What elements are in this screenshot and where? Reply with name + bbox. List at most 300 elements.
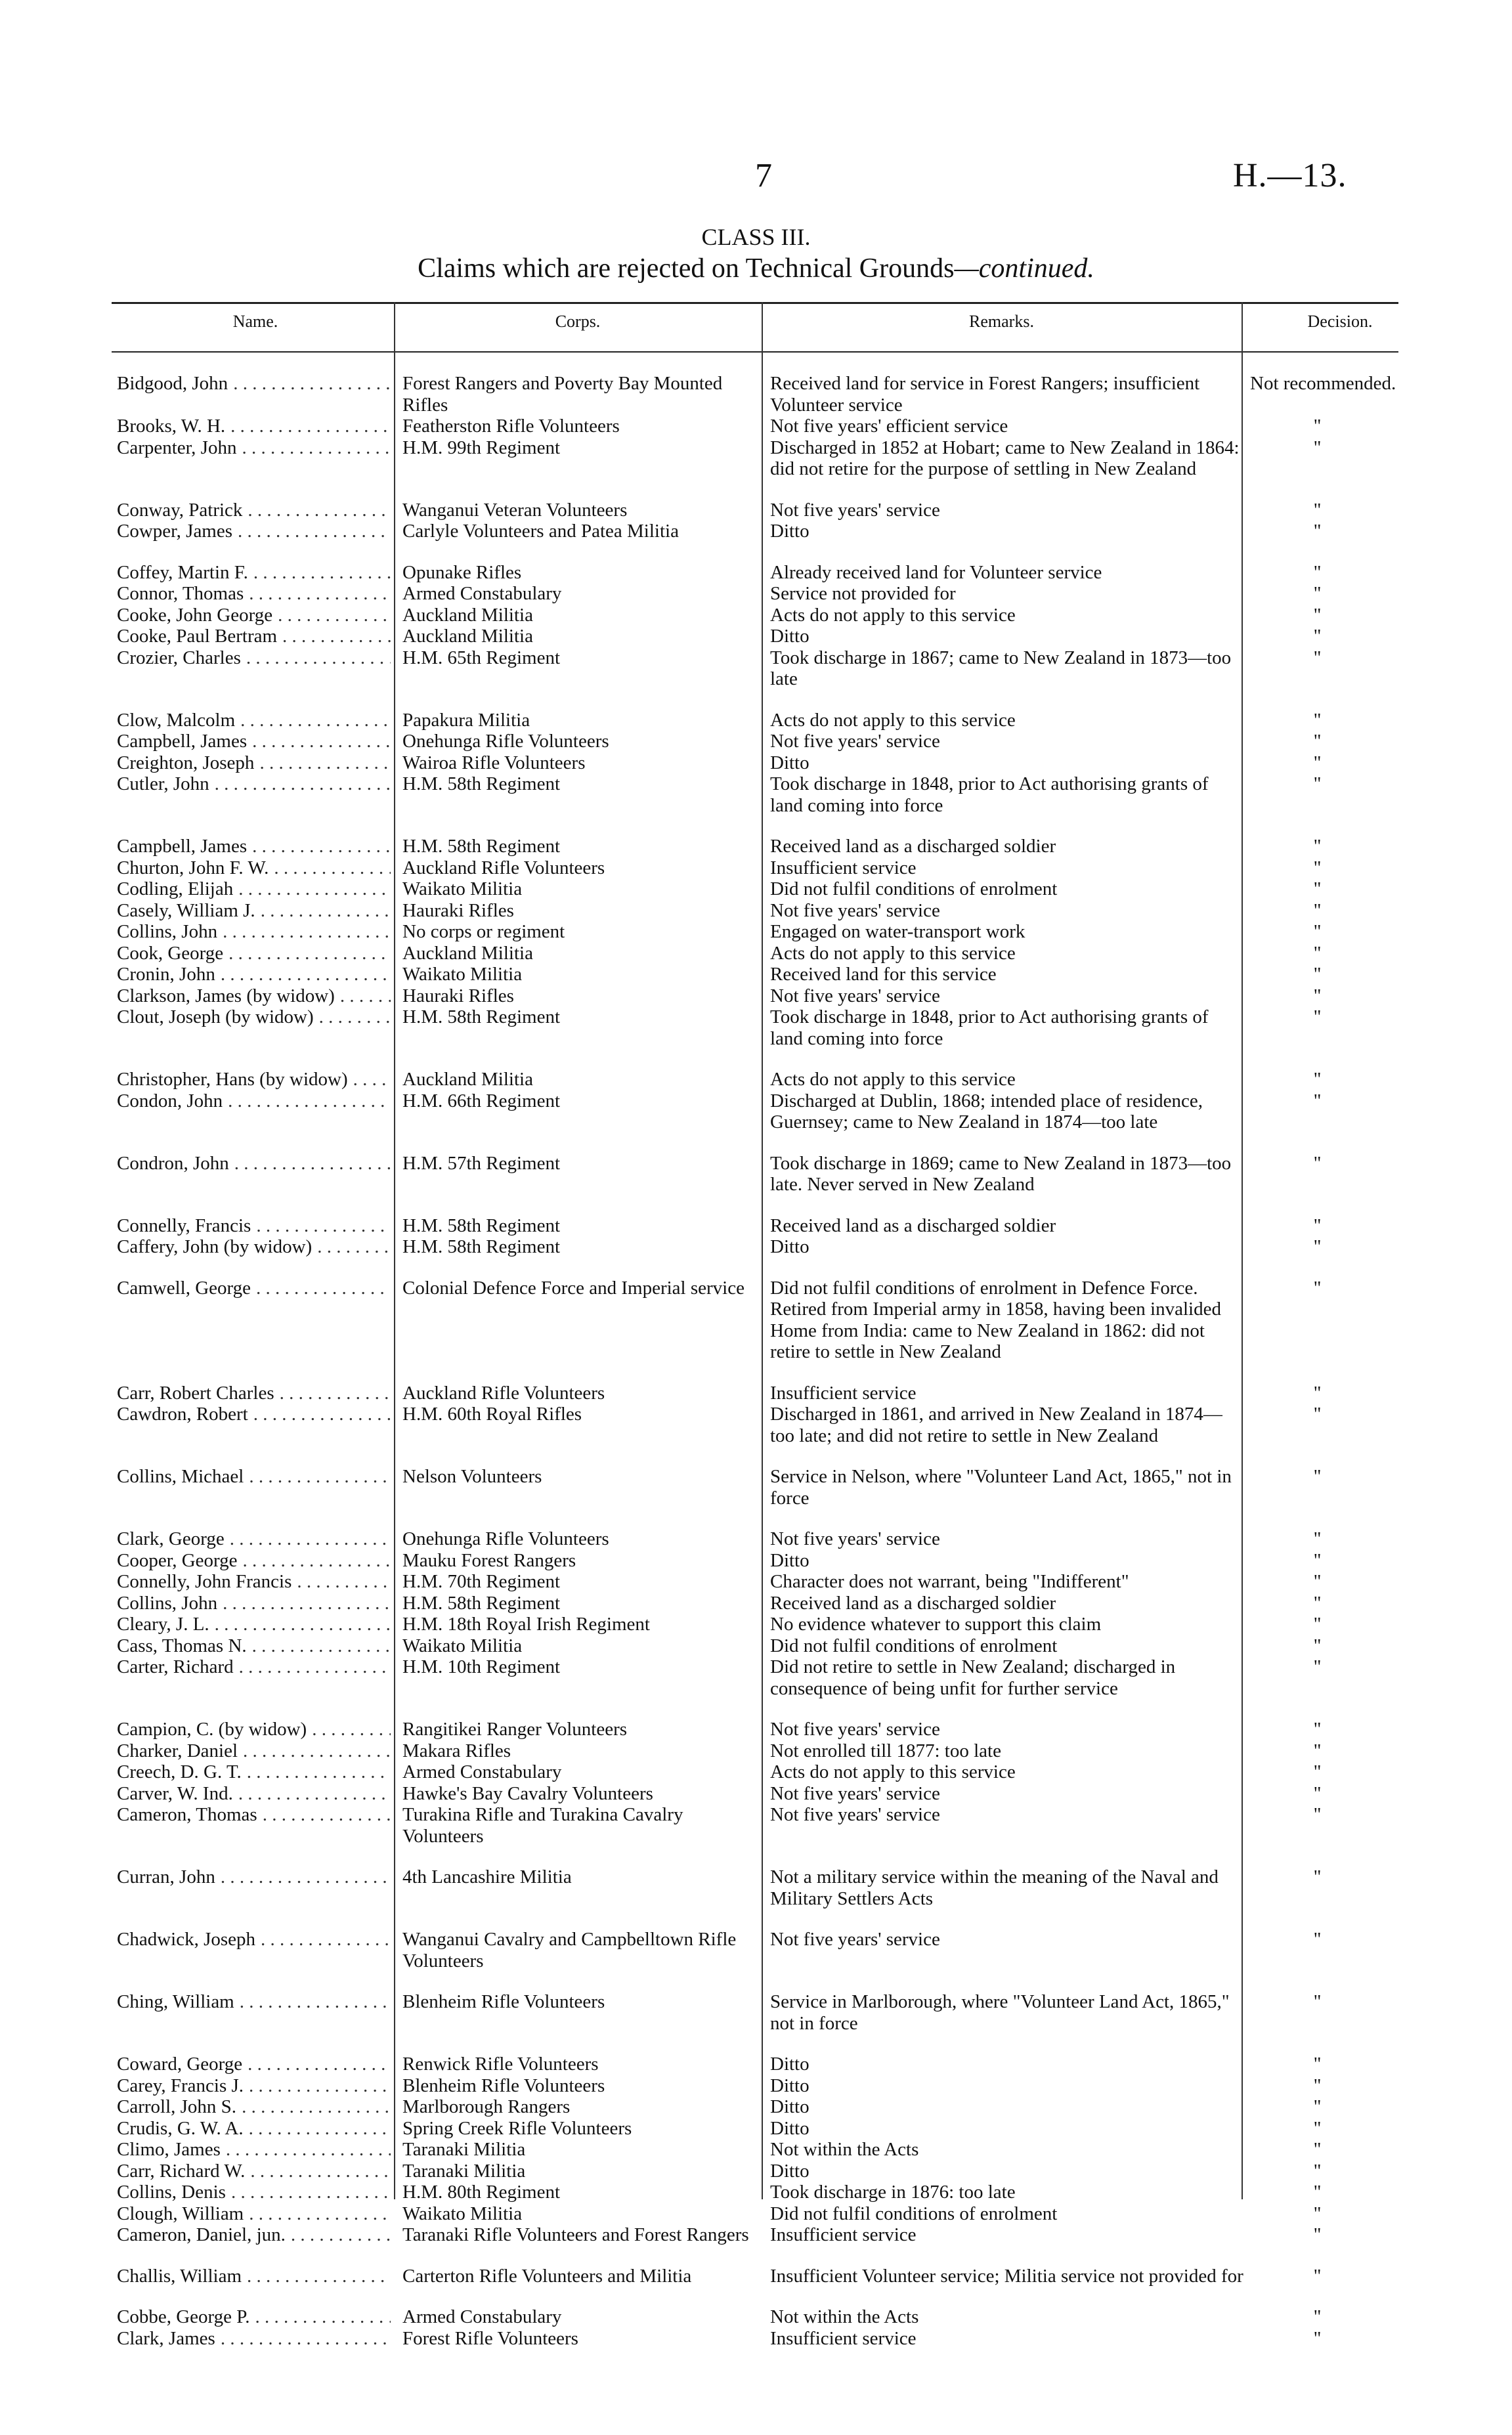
claimant-name: Coward, George [117,2054,243,2075]
decision-cell: " [1313,2117,1322,2139]
decision-cell: " [1313,521,1322,542]
header-top-rule [112,302,1398,304]
claimant-name-cell [117,836,396,857]
claimant-name-cell [117,626,396,647]
table-row [117,373,1512,416]
claimant-name: Climo, James [117,2139,221,2160]
table-row [117,2203,1512,2225]
claimant-name: Cooper, George [117,1549,238,1571]
leader-dots [242,1761,391,1783]
table-row [117,1593,1512,1614]
claimant-name: Cawdron, Robert [117,1404,248,1425]
claimant-name-cell [117,605,396,626]
decision-cell: " [1313,2327,1322,2349]
row-group-spacer [0,1258,1512,1278]
corps-cell: Auckland Militia [402,1069,533,1090]
table-row [117,562,1512,584]
row-group-spacer [0,1363,1512,1383]
table-row [117,1656,1512,1699]
claimant-name-cell [117,1528,396,1550]
claimant-name: Campion, C. (by widow) [117,1719,307,1740]
claimant-name-cell [117,1571,396,1593]
claimant-name: Condon, John [117,1090,223,1111]
leader-dots [238,1550,391,1572]
corps-cell: Waikato Militia [402,2203,523,2224]
decision-cell: " [1313,752,1322,773]
decision-cell: " [1313,604,1322,626]
remarks-cell: Not a military service within the meaning of the Naval and Military Settlers Acts [770,1866,1219,1909]
decision-cell: " [1313,1635,1322,1656]
claimant-name-cell [117,773,396,816]
claimant-name-cell [117,647,396,690]
remarks-cell: Ditto [770,521,810,542]
claimant-name-cell [117,2054,396,2075]
decision-cell: " [1313,836,1322,857]
claimant-name: Crozier, Charles [117,647,241,668]
table-row [117,416,1512,437]
leader-dots [238,1740,391,1762]
claimant-name-cell [117,710,396,731]
claimant-name: Collins, Denis [117,2182,226,2203]
decision-cell: " [1313,857,1322,878]
claimant-name-cell [117,500,396,521]
remarks-cell: Ditto [770,2096,810,2117]
decision-cell: " [1313,899,1322,921]
corps-cell: Colonial Defence Force and Imperial service [402,1277,745,1299]
remarks-cell: Ditto [770,2054,810,2075]
row-group-spacer [0,1196,1512,1215]
decision-cell: " [1313,1152,1322,1174]
claimant-name: Clark, George [117,1528,225,1549]
claimant-name-cell [117,1656,396,1699]
table-row [117,2224,1512,2246]
row-group-spacer [0,1972,1512,1991]
claimant-name: Crudis, G. W. A. [117,2117,244,2139]
remarks-cell: Service in Marlborough, where "Volunteer Land Act, 1865," not in force [770,1991,1230,2034]
corps-cell: H.M. 65th Regiment [402,647,561,668]
claimant-name: Christopher, Hans (by widow) [117,1069,348,1090]
leader-dots [255,900,391,922]
claimant-name-cell [117,2118,396,2140]
claimant-name-cell [117,1383,396,1404]
corps-cell: Auckland Rifle Volunteers [402,857,605,878]
claimant-name: Casely, William J. [117,899,255,921]
row-group-spacer [0,1699,1512,1719]
claimant-name: Cutler, John [117,773,209,794]
claimant-name: Cameron, Thomas [117,1804,257,1825]
decision-cell: " [1313,2265,1322,2287]
claimant-name: Connelly, John Francis [117,1571,292,1592]
decision-cell: " [1313,2054,1322,2075]
remarks-cell: Received land for service in Forest Rangers; insufficient Volunteer service [770,373,1200,416]
leader-dots [348,1069,391,1090]
claimant-name-cell [117,2139,396,2161]
row-group-spacer [0,690,1512,710]
claimant-name: Collins, John [117,1592,218,1614]
leader-dots [244,2203,391,2225]
corps-cell: H.M. 58th Regiment [402,1215,561,1236]
claimant-name-cell [117,2203,396,2225]
leader-dots [249,2306,391,2328]
corps-cell: H.M. 66th Regiment [402,1090,561,1111]
claimant-name: Connelly, Francis [117,1215,251,1236]
decision-cell: " [1313,1069,1322,1090]
leader-dots [233,1783,391,1805]
remarks-cell: Acts do not apply to this service [770,709,1016,731]
remarks-cell: Received land as a discharged soldier [770,1592,1056,1614]
remarks-cell: Discharged at Dublin, 1868; intended place of residence, Guernsey; came to New Zealand in 1874—too late [770,1090,1203,1132]
claimant-name-cell [117,437,396,480]
remarks-cell: Did not retire to settle in New Zealand; discharged in consequence of being unfit for further service [770,1656,1176,1699]
table-row [117,1991,1512,2034]
table-row [117,943,1512,964]
claimant-name: Cook, George [117,942,224,964]
claimant-name-cell [117,752,396,774]
leader-dots [215,2328,391,2350]
decision-cell: " [1313,1404,1322,1425]
table-subtitle [0,253,1512,284]
table-row [117,626,1512,647]
decision-cell: " [1313,985,1322,1006]
claimant-name: Cass, Thomas N. [117,1635,247,1656]
remarks-cell: Not five years' service [770,1782,940,1804]
table-row [117,1153,1512,1196]
corps-cell: H.M. 60th Royal Rifles [402,1404,582,1425]
leader-dots [242,2266,391,2287]
leader-dots [215,964,391,985]
table-row [117,437,1512,480]
decision-cell: " [1313,1466,1322,1487]
table-row [117,921,1512,943]
remarks-cell: Did not fulfil conditions of enrolment [770,878,1058,899]
column-header-decision: Decision. [1307,312,1373,331]
remarks-cell: Acts do not apply to this service [770,942,1016,964]
claimant-name: Carpenter, John [117,437,237,458]
remarks-cell: Discharged in 1861, and arrived in New Zealand in 1874—too late; and did not retire to settle in New Zealand [770,1404,1222,1446]
leader-dots [247,731,391,752]
corps-cell: H.M. 10th Regiment [402,1656,561,1677]
claimant-name-cell [117,943,396,964]
leader-dots [251,1215,391,1237]
leader-dots [272,605,391,626]
leader-dots [229,1153,391,1196]
claimant-name: Campbell, James [117,836,248,857]
corps-cell: Waikato Militia [402,1635,523,1656]
corps-cell: Taranaki Militia [402,2160,526,2182]
row-group-spacer [0,2246,1512,2266]
claimant-name-cell [117,1635,396,1657]
leader-dots [247,1635,391,1657]
remarks-cell: Took discharge in 1867; came to New Zealand in 1873—too late [770,647,1232,689]
leader-dots [217,921,391,943]
claimant-name-cell [117,1593,396,1614]
table-row [117,521,1512,542]
corps-cell: No corps or regiment [402,921,565,942]
leader-dots [314,1006,391,1049]
decision-cell: " [1313,878,1322,899]
leader-dots [335,985,391,1007]
table-row [117,1804,1512,1847]
table-row [117,1740,1512,1762]
claimant-name: Conway, Patrick [117,499,243,521]
remarks-cell: Ditto [770,1549,810,1571]
decision-cell: " [1313,1656,1322,1677]
corps-cell: Papakura Militia [402,709,530,731]
corps-cell: Forest Rifle Volunteers [402,2327,578,2349]
leader-dots [312,1236,391,1258]
decision-cell: " [1313,2075,1322,2096]
table-row [117,1571,1512,1593]
table-row [117,2328,1512,2350]
claimant-name-cell [117,1550,396,1572]
claimant-name-cell [117,2182,396,2203]
leader-dots [209,1614,391,1635]
claimant-name-cell [117,2161,396,2182]
claimant-name: Collins, Michael [117,1466,244,1487]
claimant-name: Curran, John [117,1866,215,1887]
corps-cell: Waikato Militia [402,964,523,985]
remarks-cell: Received land as a discharged soldier [770,1215,1056,1236]
corps-cell: Makara Rifles [402,1740,511,1761]
table-row [117,1215,1512,1237]
corps-cell: 4th Lancashire Militia [402,1866,572,1887]
table-row [117,1278,1512,1363]
leader-dots [223,943,391,964]
corps-cell: Taranaki Rifle Volunteers and Forest Rangers [402,2224,749,2245]
decision-cell: " [1313,709,1322,731]
table-row [117,857,1512,879]
table-row [117,1635,1512,1657]
claimant-name: Clow, Malcolm [117,709,236,731]
remarks-cell: Ditto [770,752,810,773]
class-title: CLASS III. [701,224,811,250]
corps-cell: Hauraki Rifles [402,899,514,921]
claimant-name-cell [117,1404,396,1446]
remarks-cell: Ditto [770,2117,810,2139]
table-row [117,1090,1512,1133]
remarks-cell: Already received land for Volunteer service [770,561,1102,583]
remarks-cell: Acts do not apply to this service [770,1761,1016,1782]
claimant-name-cell [117,1804,396,1847]
decision-cell: " [1313,1614,1322,1635]
remarks-cell: Not five years' service [770,1929,940,1950]
leader-dots [269,857,391,879]
table-row [117,1404,1512,1446]
decision-cell: " [1313,2160,1322,2182]
leader-dots [209,773,391,816]
decision-cell: Not recommended. [1250,373,1396,394]
claimant-name-cell [117,857,396,879]
claimant-name-cell [117,416,396,437]
corps-cell: Carterton Rifle Volunteers and Militia [402,2265,692,2287]
claimant-name-cell [117,1278,396,1363]
table-row [117,1866,1512,1909]
corps-cell: Nelson Volunteers [402,1466,542,1487]
table-row [117,2306,1512,2328]
decision-cell: " [1313,2224,1322,2245]
leader-dots [221,2139,391,2161]
remarks-cell: Took discharge in 1869; came to New Zealand in 1873—too late. Never served in New Zealand [770,1152,1232,1195]
claimant-name: Connor, Thomas [117,583,244,604]
decision-cell: " [1313,437,1322,458]
decision-cell: " [1313,773,1322,794]
table-row [117,1006,1512,1049]
claimant-name-cell [117,583,396,605]
corps-cell: H.M. 57th Regiment [402,1152,561,1174]
corps-cell: Wanganui Veteran Volunteers [402,499,628,521]
claimant-name: Clough, William [117,2203,244,2224]
claimant-name-cell [117,1719,396,1740]
remarks-cell: Took discharge in 1876: too late [770,2182,1016,2203]
decision-cell: " [1313,731,1322,752]
remarks-cell: Received land for this service [770,964,997,985]
claimant-name: Collins, John [117,921,218,942]
leader-dots [244,2075,391,2097]
decision-cell: " [1313,2139,1322,2160]
claimant-name-cell [117,1761,396,1783]
claimant-name-cell [117,1991,396,2034]
claimant-name: Caffery, John (by widow) [117,1236,313,1257]
remarks-cell: Insufficient service [770,857,917,878]
table-row [117,1929,1512,1972]
row-group-spacer [0,1909,1512,1929]
decision-cell: " [1313,1866,1322,1887]
leader-dots [217,1593,391,1614]
claimant-name-cell [117,2306,396,2328]
claimant-name-cell [117,2075,396,2097]
leader-dots [286,2224,391,2246]
corps-cell: Blenheim Rifle Volunteers [402,1991,605,2012]
claimant-name: Campbell, James [117,731,248,752]
corps-cell: Wairoa Rifle Volunteers [402,752,586,773]
decision-cell: " [1313,2306,1322,2327]
table-row [117,2054,1512,2075]
claimant-name-cell [117,964,396,985]
leader-dots [241,647,391,690]
claimant-name-cell [117,1929,396,1972]
corps-cell: Waikato Militia [402,878,523,899]
claimant-name: Creech, D. G. T. [117,1761,242,1782]
claimant-name-cell [117,1069,396,1090]
remarks-cell: Not five years' service [770,899,940,921]
column-header-name: Name. [232,312,278,331]
decision-cell: " [1313,647,1322,668]
corps-cell: H.M. 99th Regiment [402,437,561,458]
claimant-name: Codling, Elijah [117,878,234,899]
table-row [117,1783,1512,1805]
claimant-name: Camwell, George [117,1277,251,1299]
remarks-cell: No evidence whatever to support this claim [770,1614,1102,1635]
corps-cell: Rangitikei Ranger Volunteers [402,1719,628,1740]
leader-dots [244,2118,391,2140]
claimant-name-cell [117,2266,396,2287]
corps-cell: Carlyle Volunteers and Patea Militia [402,521,679,542]
claimant-name: Clarkson, James (by widow) [117,985,335,1006]
corps-cell: H.M. 58th Regiment [402,1236,561,1257]
remarks-cell: Not five years' service [770,1719,940,1740]
table-row [117,731,1512,752]
leader-dots [255,1929,391,1972]
row-group-spacer [0,1049,1512,1069]
leader-dots [233,878,391,900]
corps-cell: Marlborough Rangers [402,2096,571,2117]
corps-cell: Onehunga Rifle Volunteers [402,1528,609,1549]
decision-cell: " [1313,1991,1322,2012]
corps-cell: H.M. 58th Regiment [402,1592,561,1614]
leader-dots [236,2096,391,2118]
corps-cell: Armed Constabulary [402,583,562,604]
decision-cell: " [1313,1929,1322,1950]
table-row [117,900,1512,922]
remarks-cell: Not within the Acts [770,2306,919,2327]
row-group-spacer [0,1446,1512,1466]
claimant-name-cell [117,921,396,943]
claimant-name: Charker, Daniel [117,1740,238,1761]
leader-dots [247,836,391,857]
corps-cell: H.M. 70th Regiment [402,1571,561,1592]
corps-cell: Turakina Rifle and Turakina Cavalry Volunteers [402,1804,683,1847]
remarks-cell: Acts do not apply to this service [770,1069,1016,1090]
claimant-name: Clout, Joseph (by widow) [117,1006,314,1027]
table-row [117,878,1512,900]
claimant-name: Cleary, J. L. [117,1614,209,1635]
remarks-cell: Ditto [770,1236,810,1257]
corps-cell: Taranaki Militia [402,2139,526,2160]
decision-cell: " [1313,416,1322,437]
leader-dots [242,2054,391,2075]
leader-dots [245,2161,391,2182]
table-row [117,2075,1512,2097]
corps-cell: Hauraki Rifles [402,985,514,1006]
leader-dots [248,1404,391,1446]
claimant-name: Challis, William [117,2265,242,2287]
table-row [117,2161,1512,2182]
decision-cell: " [1313,1090,1322,1111]
leader-dots [292,1571,391,1593]
row-group-spacer [0,1509,1512,1528]
decision-cell: " [1313,1761,1322,1782]
leader-dots [235,710,391,731]
decision-cell: " [1313,499,1322,521]
page-number: 7 [755,157,772,194]
claimant-name: Cobbe, George P. [117,2306,250,2327]
corps-cell: Forest Rangers and Poverty Bay Mounted Rifles [402,373,723,416]
leader-dots [242,500,391,521]
claimant-name: Ching, William [117,1991,234,2012]
table-row [117,1069,1512,1090]
table-row [117,836,1512,857]
claimant-name: Carver, W. Ind. [117,1782,233,1804]
claimant-name: Cameron, Daniel, jun. [117,2224,286,2245]
decision-cell: " [1313,1782,1322,1804]
row-group-spacer [0,816,1512,836]
decision-cell: " [1313,2203,1322,2224]
remarks-cell: Not enrolled till 1877: too late [770,1740,1001,1761]
column-header-remarks: Remarks. [969,312,1034,331]
claimant-name-cell [117,985,396,1007]
header-bottom-rule [112,351,1398,353]
leader-dots [223,1090,391,1133]
claimant-name: Coffey, Martin F. [117,561,248,583]
table-row [117,1550,1512,1572]
remarks-cell: Did not fulfil conditions of enrolment [770,2203,1058,2224]
claimant-name: Chadwick, Joseph [117,1929,256,1950]
remarks-cell: Not five years' service [770,499,940,521]
corps-cell: Hawke's Bay Cavalry Volunteers [402,1782,653,1804]
decision-cell: " [1313,1592,1322,1614]
remarks-cell: Ditto [770,2160,810,2182]
decision-cell: " [1313,583,1322,604]
